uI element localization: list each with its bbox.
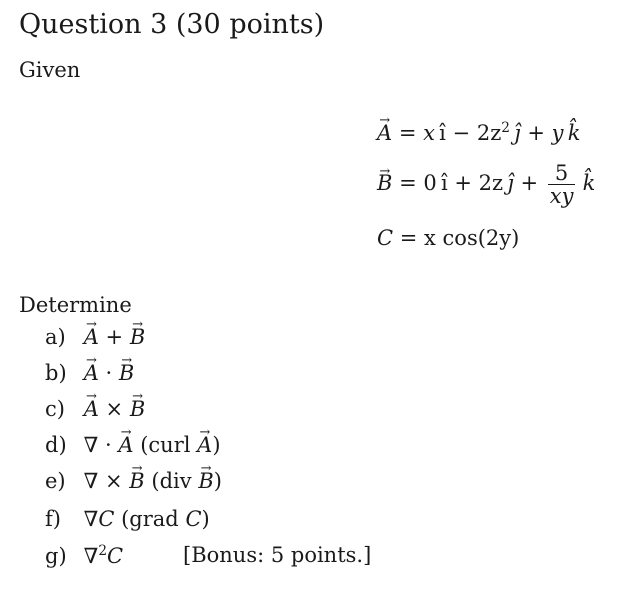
item-label: e) <box>45 469 66 493</box>
list-item: c) → A × → B <box>45 397 145 421</box>
equation-a-i-coefficient: x <box>423 121 435 145</box>
item-label: f) <box>45 507 61 531</box>
item-label: d) <box>45 433 67 457</box>
item-note: div <box>159 469 192 493</box>
list-item: e) ∇ × → B (div → B) <box>45 469 222 493</box>
equation-a: → A = x î − $2z^2$ ȷ̂ + y k̂ <box>377 120 580 145</box>
question-number: Question 3 <box>19 9 168 40</box>
list-item: b) → A · → B <box>45 361 134 385</box>
equation-b: → B = 0 î + 2z ȷ̂ + $\frac{5}{xy}$ k̂ <box>377 162 595 207</box>
fraction-denominator: xy <box>549 184 574 209</box>
determine-label: Determine <box>19 293 132 317</box>
item-note: grad <box>129 507 179 531</box>
list-item: d) ∇ · → A (curl → A) <box>45 433 221 457</box>
given-label: Given <box>19 58 81 82</box>
vector-a-symbol: → A <box>377 121 392 145</box>
equation-a-k-coefficient: y <box>551 121 564 145</box>
list-item: g) ∇$^2$C <box>45 543 124 568</box>
item-label: a) <box>45 325 66 349</box>
equation-a-j-coefficient: $2z^2$ <box>476 120 510 145</box>
question-title <box>19 9 324 40</box>
item-label: c) <box>45 397 65 421</box>
vector-b-symbol: → B <box>377 171 392 195</box>
fraction-numerator: 5 <box>554 161 569 185</box>
equation-b-j-coefficient: 2z <box>478 171 504 196</box>
item-label: b) <box>45 361 67 385</box>
bonus-note: [Bonus: 5 points.] <box>183 543 372 567</box>
equation-c-rhs: x cos(2y) <box>424 226 520 250</box>
scalar-c-symbol: C <box>377 226 394 250</box>
equation-b-i-coefficient: 0 <box>423 171 437 196</box>
item-note: curl <box>148 433 191 457</box>
question-points: (30 points) <box>175 9 325 40</box>
equation-c: C = x cos(2y) <box>377 226 520 250</box>
list-item: a) → A + → B <box>45 325 145 349</box>
equation-b-k-fraction <box>548 162 576 207</box>
item-label: g) <box>45 544 67 568</box>
list-item: f) ∇C (grad C) <box>45 507 210 531</box>
